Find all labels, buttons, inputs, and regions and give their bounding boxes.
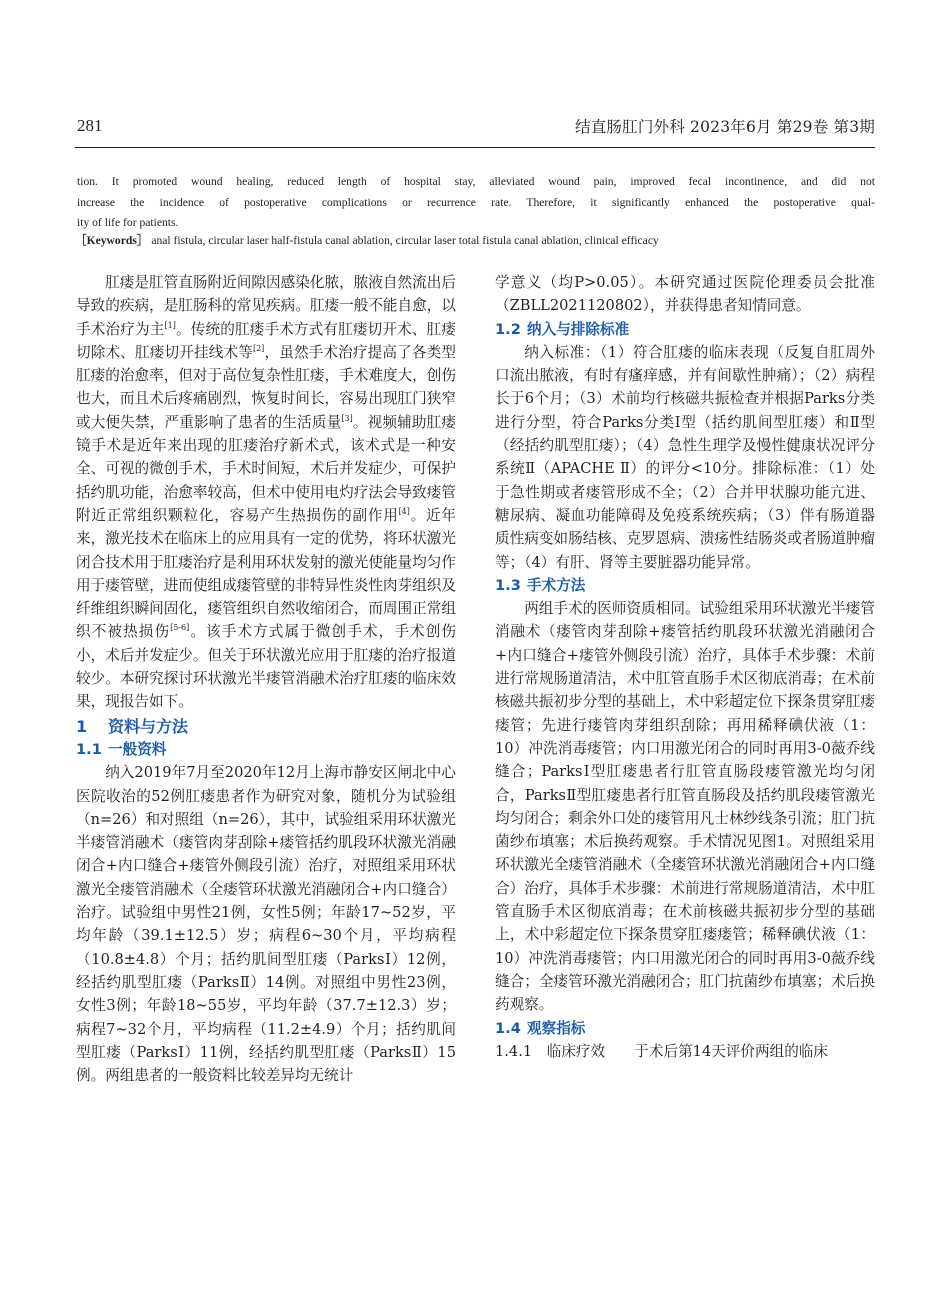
page-header [77, 113, 875, 139]
subsection-title: 纳入与排除标准 [527, 320, 630, 338]
citation: [5-6] [170, 623, 190, 633]
abstract-line: tion. It promoted wound healing, reduced length of hospital stay, alleviated wound pain, improved fecal incontinence, and did not [77, 175, 875, 188]
criteria-paragraph: 纳入标准：（1）符合肛瘘的临床表现（反复自肛周外口流出脓液，有时有瘙痒感，并有间歇性肿痛）；（2）病程长于6个月；（3）术前均行核磁共振检查并根据Parks分类进行分型，符合Parks分类Ⅰ型（括约肌间型肛瘘）和Ⅱ型（经括约肌型肛瘘）；（4）急性生理学及慢性健康状况评分系统Ⅱ（APACHE Ⅱ）的评分<10分。排除标准：（1）处于急性期或者瘘管形成不全；（2）合并甲状腺功能亢进、糖尿病、凝血功能障碍及免疫系统疾病；（3）伴有肠道器质性病变如肠结核、克罗恩病、溃疡性结肠炎或者肠道肿瘤等；（4）有肝、肾等主要脏器功能异常。 [495, 343, 875, 571]
citation: [4] [398, 507, 410, 517]
intro-text: 。近年来，激光技术在临床上的应用具有一定的优势，将环状激光闭合技术用于肛瘘治疗是利用环状发射的激光使能量均匀作用于瘘管壁，进而使组成瘘管壁的非特异性炎性肉芽组织及纤维组织瞬间固化，瘘管组织自然收缩闭合，而周围正常组织不被热损伤 [76, 506, 456, 641]
intro-text: 肛瘘是肛管直肠附近间隙因感染化脓，脓液自然流出后导致的疾病，是肛肠科的常见疾病。肛瘘一般不能自愈，以手术治疗为主 [76, 274, 456, 338]
general-data-paragraph: 纳入2019年7月至2020年12月上海市静安区闸北中心医院收治的52例肛瘘患者作为研究对象，随机分为试验组（n=26）和对照组（n=26），其中，试验组采用环状激光半瘘管消融术（瘘管肉芽刮除+瘘管括约肌段环状激光消融闭合+内口缝合+瘘管外侧段引流）治疗，对照组采用环状激光全瘘管消融术（全瘘管环状激光消融闭合+内口缝合）治疗。试验组中男性21例，女性5例；年龄17~52岁，平均年龄（39.1±12.5）岁；病程6~30个月，平均病程（10.8±4.8）个月；括约肌间型肛瘘（ParksⅠ）12例，经括约肌型肛瘘（ParksⅡ）14例。对照组中男性23例，女性3例；年龄18~55岁，平均年龄（37.7±12.3）岁；病程7~32个月，平均病程（11.2±4.9）个月；括约肌间型肛瘘（ParksⅠ）11例，经括约肌型肛瘘（ParksⅡ）15例。两组患者的一般资料比较差异均无统计 [76, 764, 456, 1085]
intro-text: ，虽然手术治疗提高了各类型肛瘘的治愈率，但对于高位复杂性肛瘘，手术难度大，创伤也大，而且术后疼痛剧烈，恢复时间长，容易出现肛门狭窄或大便失禁，严重影响了患者的生活质量 [76, 343, 456, 431]
abstract-continuation [77, 172, 875, 234]
section-number: 1 [76, 716, 88, 736]
left-column [76, 271, 456, 1087]
subsection-heading [495, 1017, 875, 1040]
subsection-heading [495, 318, 875, 341]
subsection-title: 一般资料 [108, 740, 167, 758]
subsection-heading [76, 738, 456, 761]
subsection-number: 1.3 [495, 576, 521, 594]
intro-text: 。传统的肛瘘手术方式有肛瘘切开术、肛瘘切除术、肛瘘切开挂线术等 [76, 320, 456, 361]
subsection-heading [495, 574, 875, 597]
header-rule [75, 147, 875, 148]
citation: [2] [252, 344, 265, 354]
citation: [1] [164, 320, 176, 330]
abstract-line: increase the incidence of postoperative complications or recurrence rate. Therefore, it significantly enhanced the postoperative qual- [77, 195, 875, 209]
page-number: 281 [77, 116, 103, 135]
section-heading [76, 715, 456, 738]
citation: [3] [341, 413, 353, 423]
subsection-number: 1.1 [76, 740, 102, 758]
keywords-text: anal fistula, circular laser half-fistula canal ablation, circular laser total fistula canal ablation, clinical efficacy [151, 234, 659, 247]
journal-info: 结直肠肛门外科 2023年6月 第29卷 第3期 [575, 118, 875, 136]
method-paragraph: 两组手术的医师资质相同。试验组采用环状激光半瘘管消融术（瘘管肉芽刮除+瘘管括约肌段环状激光消融闭合+内口缝合+瘘管外侧段引流）治疗，具体手术步骤：术前进行常规肠道清洁，术中肛管直肠手术区彻底消毒；在术前核磁共振初步分型的基础上，术中彩超定位下探条贯穿肛瘘瘘管；先进行瘘管肉芽组织刮除；再用稀释碘伏液（1：10）冲洗消毒瘘管；内口用激光闭合的同时再用3-0薇乔线缝合；ParksⅠ型肛瘘患者行肛管直肠段瘘管激光均匀闭合，ParksⅡ型肛瘘患者行肛管直肠段及括约肌段瘘管激光均匀闭合；剩余外口处的瘘管用凡士林纱线条引流；肛门抗菌纱布填塞；术后换药观察。手术情况见图1。对照组采用环状激光全瘘管消融术（全瘘管环状激光消融闭合+内口缝合）治疗，具体手术步骤：术前进行常规肠道清洁，术中肛管直肠手术区彻底消毒；在术前核磁共振初步分型的基础上，术中彩超定位下探条贯穿肛瘘瘘管；稀释碘伏液（1：10）冲洗消毒瘘管；内口用激光闭合的同时再用3-0薇乔线缝合；全瘘管环激光消融闭合；肛门抗菌纱布填塞；术后换药观察。 [495, 600, 875, 1014]
subsubsection-line: 1.4.1 临床疗效 于术后第14天评价两组的临床 [495, 1042, 828, 1060]
keywords-label: ［Keywords］ [75, 234, 149, 247]
subsection-number: 1.2 [495, 320, 521, 338]
intro-text: 。该手术方式属于微创手术，手术创伤小，术后并发症少。但关于环状激光应用于肛瘘的治疗报道较少。本研究探讨环状激光半瘘管消融术治疗肛瘘的临床效果，现报告如下。 [76, 623, 456, 711]
section-title: 资料与方法 [108, 716, 189, 736]
subsection-title: 观察指标 [527, 1019, 586, 1037]
abstract-line: ity of life for patients. [77, 216, 179, 229]
right-column [495, 271, 875, 1063]
intro-paragraph [76, 271, 456, 714]
keywords [75, 232, 875, 248]
subsection-number: 1.4 [495, 1019, 521, 1037]
intro-text: 。视频辅助肛瘘镜手术是近年来出现的肛瘘治疗新术式，该术式是一种安全、可视的微创手术，手术时间短，术后并发症少，可保护括约肌功能，治愈率较高，但术中使用电灼疗法会导致瘘管附近正常组织颗粒化，容易产生热损伤的副作用 [76, 413, 456, 524]
subsection-title: 手术方法 [527, 576, 586, 594]
continued-paragraph: 学意义（均P>0.05）。本研究通过医院伦理委员会批准（ZBLL2021120802），并获得患者知情同意。 [495, 274, 875, 315]
